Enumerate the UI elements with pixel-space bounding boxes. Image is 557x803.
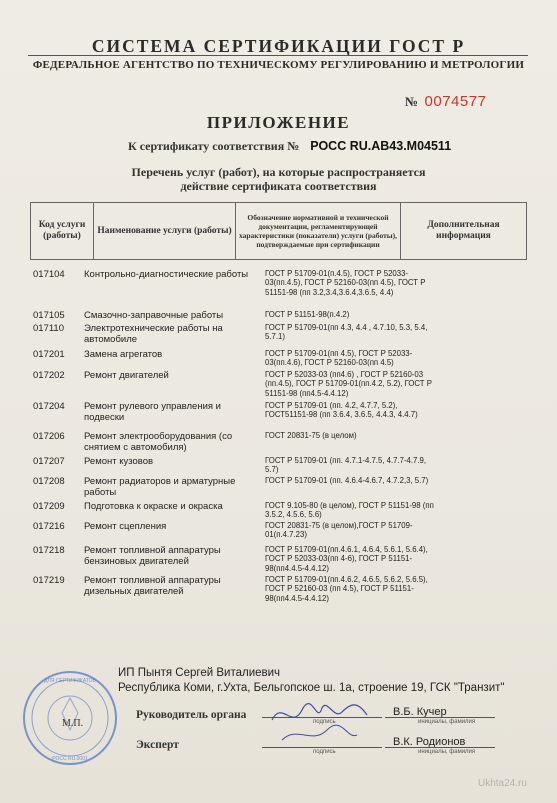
page-title: ПРИЛОЖЕНИЕ bbox=[206, 113, 351, 132]
row-name: Подготовка к окраске и окраска bbox=[84, 501, 223, 512]
head-sign-caption: подпись bbox=[313, 719, 336, 725]
stamp-place-label: М.П. bbox=[62, 718, 84, 729]
head-label: Руководитель органа bbox=[136, 709, 247, 721]
svg-text:ДЛЯ СЕРТИФИКАТОВ: ДЛЯ СЕРТИФИКАТОВ bbox=[44, 678, 96, 684]
certificate-number: РОСС RU.AB43.M04511 bbox=[310, 139, 452, 153]
holder-name: ИП Пынтя Сергей Виталиевич bbox=[118, 667, 281, 679]
row-gost: ГОСТ Р 51709-01 (пп. 4.6.4-4.6.7, 4.7.2,3, 5.7) bbox=[265, 476, 429, 485]
certificate-line bbox=[128, 139, 451, 154]
row-gost: ГОСТ Р 51709-01 (пп. 4.7.1-4.7.5, 4.7.7-4.7.9, 5.7) bbox=[265, 456, 427, 475]
row-name: Ремонт топливной аппаратуры дизельных двигателей bbox=[84, 575, 221, 597]
header-code: Код услуги (работы) bbox=[31, 203, 94, 259]
head-name-caption: инициалы, фамилия bbox=[418, 719, 476, 725]
header-extra: Дополнительная информация bbox=[427, 220, 500, 241]
expert-name-caption: инициалы, фамилия bbox=[418, 749, 476, 755]
row-gost: ГОСТ 20831-75 (в целом) bbox=[265, 431, 357, 440]
row-name: Ремонт электрооборудования (со снятием с автомобиля) bbox=[84, 431, 233, 453]
row-gost: ГОСТ 9.105-80 (в целом), ГОСТ Р 51151-98 (пп 3.5.2, 4.5.6, 5.6) bbox=[265, 501, 434, 520]
certificate-label: К сертификату соответствия № bbox=[128, 139, 300, 153]
signature-scribble-icon bbox=[262, 690, 382, 750]
number-prefix: № bbox=[405, 94, 419, 109]
form-number bbox=[405, 93, 486, 111]
svg-text:РОСС RU.0001: РОСС RU.0001 bbox=[52, 756, 88, 762]
row-name: Электротехнические работы на автомобиле bbox=[84, 323, 223, 345]
expert-label: Эксперт bbox=[136, 739, 179, 751]
agency-header: ФЕДЕРАЛЬНОЕ АГЕНТСТВО ПО ТЕХНИЧЕСКОМУ РЕГУЛИРОВАНИЮ И МЕТРОЛОГИИ bbox=[32, 59, 525, 71]
row-code: 017218 bbox=[33, 545, 65, 556]
row-code: 017206 bbox=[33, 431, 65, 442]
system-header: СИСТЕМА СЕРТИФИКАЦИИ ГОСТ Р bbox=[91, 36, 466, 56]
holder-address: Республика Коми, г.Ухта, Бельгопское ш. 1а, строение 19, ГСК "Транзит" bbox=[118, 682, 505, 694]
row-gost: ГОСТ 20831-75 (в целом),ГОСТ Р 51709-01(п.4.7.23) bbox=[265, 521, 413, 540]
row-gost: ГОСТ Р 51709-01(пп 4.5), ГОСТ Р 52033-03(пп.4.6), ГОСТ Р 52160-03(пп 4.5) bbox=[265, 349, 413, 368]
row-code: 017204 bbox=[33, 401, 65, 412]
row-code: 017207 bbox=[33, 456, 65, 467]
number-value: 0074577 bbox=[424, 93, 487, 110]
row-gost: ГОСТ Р 51151-98(п.4.2) bbox=[265, 310, 350, 319]
header-divider bbox=[28, 55, 528, 56]
row-name: Замена агрегатов bbox=[84, 349, 163, 360]
row-name: Ремонт кузовов bbox=[84, 456, 154, 467]
row-name: Контрольно-диагностические работы bbox=[84, 269, 249, 280]
row-gost: ГОСТ Р 51709-01 (пп. 4.2, 4.7.7, 5.2), ГОСТ51151-98 (пп 3.6.4, 3.6.5, 4.4.3, 4.4.7) bbox=[265, 401, 418, 420]
row-name: Ремонт сцепления bbox=[84, 521, 167, 532]
row-gost: ГОСТ Р 51709-01(пп.4.6.2, 4.6.5, 5.6.2, 5.6.5), ГОСТ Р 52160-03 (пп 4.5), ГОСТ Р 51151-98(пп4.4.5-4.4.12) bbox=[265, 575, 428, 603]
row-code: 017104 bbox=[33, 269, 65, 280]
row-name: Ремонт радиаторов и арматурные работы bbox=[84, 476, 236, 498]
list-title-line1: Перечень услуг (работ), на которые распространяется bbox=[131, 165, 426, 179]
expert-name-line bbox=[385, 747, 495, 748]
row-code: 017110 bbox=[33, 323, 64, 334]
row-code: 017216 bbox=[33, 521, 65, 532]
watermark: Ukhta24.ru bbox=[478, 778, 527, 789]
row-name: Ремонт рулевого управления и подвески bbox=[84, 401, 221, 423]
expert-sign-caption: подпись bbox=[313, 749, 336, 755]
row-gost: ГОСТ Р 51709-01(пп.4.6.1, 4.6.4, 5.6.1, 5.6.4), ГОСТ Р 52033-03(пп 4-6), ГОСТ Р 51151-98(пп4.4.5-4.4.12) bbox=[265, 545, 428, 573]
row-name: Смазочно-заправочные работы bbox=[84, 310, 224, 321]
head-name: В.Б. Кучер bbox=[393, 706, 447, 718]
table-header bbox=[30, 202, 527, 260]
list-title-line2: действие сертификата соответствия bbox=[180, 179, 377, 193]
row-gost: ГОСТ Р 51709-01(п.4.5), ГОСТ Р 52033-03(пп.4.5), ГОСТ Р 52160-03(пп 4.5), ГОСТ Р 51151-98 (пп 3.2,3.4,3.6.4,3.6.5, 4.4) bbox=[265, 269, 426, 297]
header-name: Наименование услуги (работы) bbox=[94, 203, 236, 259]
row-code: 017202 bbox=[33, 370, 65, 381]
row-code: 017219 bbox=[33, 575, 65, 586]
row-name: Ремонт топливной аппаратуры бензиновых двигателей bbox=[84, 545, 221, 567]
row-gost: ГОСТ Р 52033-03 (пп4.6) , ГОСТ Р 52160-03 (пп.4.5), ГОСТ Р 51709-01(пп.4.2, 5.2), ГОСТ Р 51151-98 (пп4.5-4.4.12) bbox=[265, 370, 432, 398]
head-name-line bbox=[385, 717, 495, 718]
list-title bbox=[0, 165, 557, 193]
row-code: 017208 bbox=[33, 476, 65, 487]
header-docs: Обозначение нормативной и технической документации, регламентирующей характеристики (показатели) услуги (работы), подтверждаемые при сертификации bbox=[236, 203, 401, 259]
row-gost: ГОСТ Р 51709-01(пп 4.3, 4.4 , 4.7.10, 5.3, 5.4, 5.7.1) bbox=[265, 323, 428, 342]
row-code: 017201 bbox=[33, 349, 65, 360]
row-name: Ремонт двигателей bbox=[84, 370, 169, 381]
expert-name: В.К. Родионов bbox=[393, 736, 466, 748]
row-code: 017209 bbox=[33, 501, 65, 512]
row-code: 017105 bbox=[33, 310, 65, 321]
